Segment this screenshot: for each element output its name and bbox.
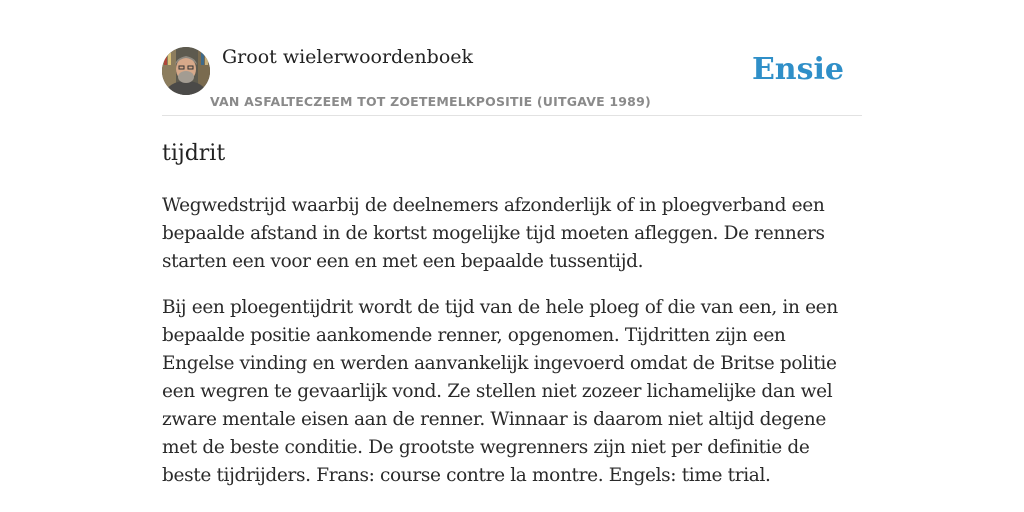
author-avatar[interactable] bbox=[162, 47, 210, 95]
header-divider bbox=[162, 115, 862, 116]
book-title[interactable]: Groot wielerwoordenboek bbox=[222, 46, 474, 68]
definition-paragraph: Bij een ploegentijdrit wordt de tijd van de hele ploeg of die van een, in een bepaalde positie aankomende renner, opgenomen. Tijdritten zijn een Engelse vinding en werden aanvankelijk ingevoerd omdat de Britse politie een wegren te gevaarlijk vond. Ze stellen niet zozeer lichamelijke dan wel zware mentale eisen aan de renner. Winnaar is daarom niet altijd degene met de beste conditie. De grootste wegrenners zijn niet per definitie de beste tijdrijders. Frans: course contre la montre. Engels: time trial. bbox=[162, 297, 838, 486]
entry-term: tijdrit bbox=[162, 141, 226, 166]
book-header bbox=[162, 45, 862, 115]
author-portrait-icon bbox=[162, 47, 210, 95]
book-subtitle: VAN ASFALTECZEEM TOT ZOETEMELKPOSITIE (UITGAVE 1989) bbox=[210, 94, 651, 109]
entry-definition bbox=[162, 192, 862, 508]
definition-paragraph: Wegwedstrijd waarbij de deelnemers afzonderlijk of in ploegverband een bepaalde afstand in de kortst mogelijke tijd moeten afleggen. De renners starten een voor een en met een bepaalde tussentijd. bbox=[162, 195, 825, 272]
ensie-logo-link[interactable]: Ensie bbox=[751, 52, 844, 87]
